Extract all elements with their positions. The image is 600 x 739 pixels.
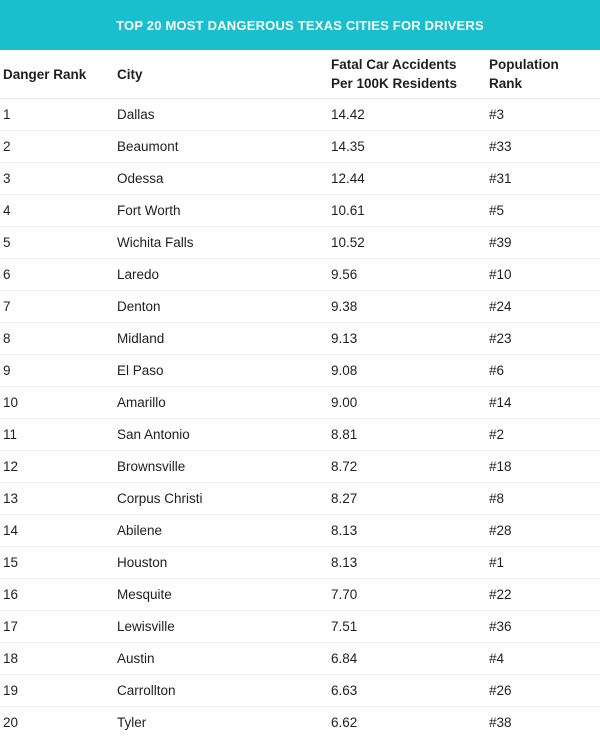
city-cell: Laredo: [116, 259, 328, 291]
header-city: City: [116, 50, 328, 99]
fatal-rate-cell: 14.35: [328, 131, 486, 163]
rank-cell: 20: [3, 715, 19, 730]
header-danger-rank: Danger Rank: [0, 50, 116, 99]
population-rank-cell: #39: [486, 227, 600, 259]
rank-cell: 1: [0, 99, 116, 131]
city-cell: Mesquite: [116, 579, 328, 611]
header-fatal-line2: Per 100K Residents: [331, 76, 458, 91]
rank-cell: 6: [0, 259, 116, 291]
population-rank-cell: #36: [486, 611, 600, 643]
table-row: [0, 195, 600, 227]
fatal-rate-cell: 9.08: [328, 355, 486, 387]
population-rank-cell: #5: [486, 195, 600, 227]
population-rank-cell: #10: [486, 259, 600, 291]
header-fatal-accidents: [328, 50, 486, 99]
table-row: [0, 99, 600, 131]
rank-cell: 9: [0, 355, 116, 387]
fatal-rate-cell: 9.56: [328, 259, 486, 291]
city-cell: San Antonio: [116, 419, 328, 451]
city-cell: Midland: [116, 323, 328, 355]
city-cell: El Paso: [116, 355, 328, 387]
city-cell: Amarillo: [116, 387, 328, 419]
table-row: [0, 515, 600, 547]
table-body: [0, 99, 600, 739]
population-rank-cell: #28: [486, 515, 600, 547]
rank-cell: 10: [0, 387, 116, 419]
fatal-rate-cell: 6.62: [331, 715, 358, 730]
city-cell: Wichita Falls: [116, 227, 328, 259]
rank-cell: 12: [0, 451, 116, 483]
table-row: [0, 579, 600, 611]
table-row: [0, 291, 600, 323]
city-cell: Lewisville: [116, 611, 328, 643]
population-rank-cell: #22: [486, 579, 600, 611]
header-pop-line2: Rank: [489, 76, 523, 91]
rank-cell: 16: [0, 579, 116, 611]
fatal-rate-cell: 9.00: [328, 387, 486, 419]
population-rank-cell: #4: [486, 643, 600, 675]
population-rank-cell: #33: [486, 131, 600, 163]
city-cell: Beaumont: [116, 131, 328, 163]
population-rank-cell: #1: [486, 547, 600, 579]
city-cell: Fort Worth: [116, 195, 328, 227]
city-cell: Brownsville: [116, 451, 328, 483]
table-row: [0, 131, 600, 163]
fatal-rate-cell: 8.27: [328, 483, 486, 515]
fatal-rate-cell: 8.72: [328, 451, 486, 483]
table-row: [0, 323, 600, 355]
table-row: [0, 451, 600, 483]
table-row: [0, 387, 600, 419]
rank-cell: 5: [0, 227, 116, 259]
header-row: [0, 50, 600, 99]
fatal-rate-cell: 8.81: [328, 419, 486, 451]
population-rank-cell: #2: [486, 419, 600, 451]
fatal-rate-cell: 7.51: [328, 611, 486, 643]
population-rank-cell: #6: [486, 355, 600, 387]
population-rank-cell: #14: [486, 387, 600, 419]
rank-cell: 2: [0, 131, 116, 163]
population-rank-cell: #26: [486, 675, 600, 707]
rank-cell: 3: [0, 163, 116, 195]
fatal-rate-cell: 10.61: [328, 195, 486, 227]
population-rank-cell: #23: [486, 323, 600, 355]
table-row: [0, 675, 600, 707]
rank-cell: 17: [0, 611, 116, 643]
title-banner: [0, 0, 600, 50]
rank-cell: 18: [0, 643, 116, 675]
header-pop-line1: Population: [489, 57, 559, 72]
table-row: [0, 483, 600, 515]
city-cell: Carrollton: [116, 675, 328, 707]
population-rank-cell: #24: [486, 291, 600, 323]
fatal-rate-cell: 10.52: [328, 227, 486, 259]
rank-cell: 4: [0, 195, 116, 227]
table-row: [0, 611, 600, 643]
table-row: [0, 547, 600, 579]
city-cell: Denton: [116, 291, 328, 323]
header-fatal-line1: Fatal Car Accidents: [331, 57, 457, 72]
rank-cell: 11: [0, 419, 116, 451]
fatal-rate-cell: 8.13: [328, 515, 486, 547]
table-row: [0, 643, 600, 675]
fatal-rate-cell: 9.13: [328, 323, 486, 355]
table-title: TOP 20 MOST DANGEROUS TEXAS CITIES FOR DRIVERS: [116, 17, 484, 33]
table-row: [0, 355, 600, 387]
city-cell: Dallas: [116, 99, 328, 131]
rank-cell: 8: [0, 323, 116, 355]
dangerous-cities-table: [0, 50, 600, 738]
fatal-rate-cell: 7.70: [328, 579, 486, 611]
city-cell: Abilene: [116, 515, 328, 547]
fatal-rate-cell: 6.84: [328, 643, 486, 675]
table-row: [0, 419, 600, 451]
city-cell: Austin: [116, 643, 328, 675]
fatal-rate-cell: 9.38: [328, 291, 486, 323]
rank-cell: 14: [0, 515, 116, 547]
fatal-rate-cell: 12.44: [328, 163, 486, 195]
population-rank-cell: #38: [489, 715, 512, 730]
fatal-rate-cell: 8.13: [328, 547, 486, 579]
city-cell: Houston: [116, 547, 328, 579]
fatal-rate-cell: 14.42: [328, 99, 486, 131]
city-cell: Tyler: [117, 715, 147, 730]
population-rank-cell: #31: [486, 163, 600, 195]
table-row: [0, 163, 600, 195]
table-row: [0, 227, 600, 259]
rank-cell: 7: [0, 291, 116, 323]
rank-cell: 13: [0, 483, 116, 515]
city-cell: Odessa: [116, 163, 328, 195]
rank-cell: 19: [0, 675, 116, 707]
table-row: [0, 707, 600, 739]
header-population-rank: [486, 50, 600, 99]
table-row: [0, 259, 600, 291]
fatal-rate-cell: 6.63: [328, 675, 486, 707]
city-cell: Corpus Christi: [116, 483, 328, 515]
rank-cell: 15: [0, 547, 116, 579]
population-rank-cell: #8: [486, 483, 600, 515]
population-rank-cell: #3: [486, 99, 600, 131]
population-rank-cell: #18: [486, 451, 600, 483]
